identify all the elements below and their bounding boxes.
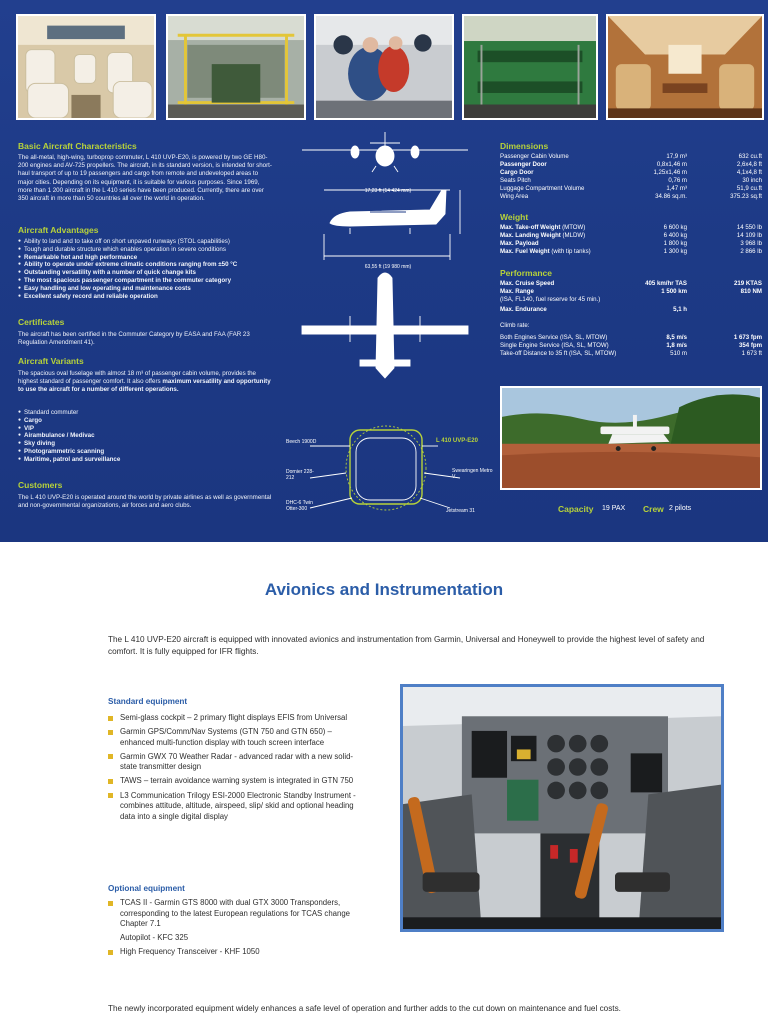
cockpit-photo <box>400 684 724 932</box>
list-item: ● Ability to operate under extreme climatic conditions ranging from ±50 °C <box>18 261 237 269</box>
standard-equipment-list <box>108 713 358 826</box>
list-item: ● Remarkable hot and high performance <box>18 254 237 262</box>
table-row: Both Engines Service (ISA, SL, MTOW) 8,5 m/s 1 673 fpm <box>500 334 762 341</box>
length-label: 63,55 ft (19 980 mm) <box>364 264 412 270</box>
list-item: Garmin GPS/Comm/Nav Systems (GTN 750 and GTN 650) – enhanced multi-function display with touch screen interface <box>108 727 358 748</box>
table-row: Luggage Compartment Volume 1,47 m³ 51,9 cu.ft <box>500 185 762 192</box>
climb-rate-label: Climb rate: <box>500 322 530 329</box>
cross-label-dornier: Dornier 228-212 <box>286 469 314 481</box>
list-item: Autopilot - KFC 325 <box>120 933 189 943</box>
optional-equipment-heading: Optional equipment <box>108 884 185 893</box>
optional-equipment-list <box>108 898 358 961</box>
list-item: ● Outstanding versatility with a number of quick change kits <box>18 269 237 277</box>
variants-text-b: maximum versatility and opportunity to use the aircraft for a number of different operations. <box>18 378 271 394</box>
list-item: ● Sky diving <box>18 440 120 448</box>
performance-heading: Performance <box>500 268 552 278</box>
table-row: Max. Cruise Speed 405 km/hr TAS 219 KTAS <box>500 280 762 287</box>
table-row: Seats Pitch 0,76 m 30 inch <box>500 177 762 184</box>
variants-text-a: The spacious oval fuselage with almost 18 m³ of passenger cabin volume, provides the highest standard of passenger comfort. It also offers <box>18 370 257 386</box>
list-item: ● Cargo <box>18 417 120 425</box>
list-item: ● Excellent safety record and reliable operation <box>18 293 237 301</box>
list-item: L3 Communication Trilogy ESI-2000 Electronic Standby Instrument - combines attitude, altitude, airspeed, slip/ skid and optional heading data into a single digital display <box>108 791 358 823</box>
dimensions-heading: Dimensions <box>500 141 549 151</box>
crew-value: 2 pilots <box>669 505 692 512</box>
list-item: High Frequency Transceiver - KHF 1050 <box>108 947 358 958</box>
cargo-cabin-photo <box>166 14 306 120</box>
list-item: TAWS – terrain avoidance warning system is integrated in GTN 750 <box>108 776 358 787</box>
passenger-cabin-photo <box>16 14 156 120</box>
table-row: Cargo Door 1,25x1,46 m 4,1x4,8 ft <box>500 169 762 176</box>
table-row: Single Engine Service (ISA, SL, MTOW) 1,8 m/s 354 fpm <box>500 342 762 349</box>
wing-span-label: 17,23 ft (14 424 mm) <box>364 188 412 194</box>
table-row: Max. Take-off Weight (MTOW) 6 600 kg 14 550 lb <box>500 224 762 231</box>
basic-text: The all-metal, high-wing, turboprop commuter, L 410 UVP-E20, is powered by two GE H80-200 engines and AV-725 propellers. The aircraft, in its standard version, is intended for short-haul transport of up to 19 passengers and cargo from remote and undeveloped areas to major cities. Depending on its equipment, it is suitable for various purposes. Since 1969, more than 1 200 aircraft in the L 410 series have been produced. Currently, there are over 350 aircraft in more than 50 countries all over the world in operation. <box>18 154 272 203</box>
list-item: ● Easy handling and low operating and maintenance costs <box>18 285 237 293</box>
certificates-text: The aircraft has been certified in the Commuter Category by EASA and FAA (FAR 23 Regulation Amendment 41). <box>18 331 250 347</box>
customers-heading: Customers <box>18 480 63 490</box>
table-row: Take-off Distance to 35 ft (ISA, SL, MTOW) 510 m 1 673 ft <box>500 350 762 357</box>
customers-text: The L 410 UVP-E20 is operated around the world by private airlines as well as governmental and non-governmental organizations, air forces and aero clubs. <box>18 494 272 510</box>
table-row: Passenger Cabin Volume 17,9 m³ 632 cu.ft <box>500 153 762 160</box>
list-item: ● Airambulance / Medivac <box>18 432 120 440</box>
stretcher-cabin-photo <box>462 14 598 120</box>
capacity-value: 19 PAX <box>602 505 626 512</box>
list-item: ● Maritime, patrol and surveillance <box>18 456 120 464</box>
list-item: ● The most spacious passenger compartment in the commuter category <box>18 277 237 285</box>
table-row: (ISA, FL140, fuel reserve for 45 min.) <box>500 296 601 303</box>
cross-label-l410: L 410 UVP-E20 <box>436 438 478 444</box>
crew-label: Crew <box>643 504 664 514</box>
aircraft-diagrams <box>286 128 495 518</box>
list-item: TCAS II - Garmin GTS 8000 with dual GTX 3000 Transponders, corresponding to the latest European regulations for TCAS change Chapter 7.1 <box>108 898 358 930</box>
avionics-title: Avionics and Instrumentation <box>264 580 504 599</box>
basic-heading: Basic Aircraft Characteristics <box>18 141 137 151</box>
list-item: ● Ability to land and to take off on short unpaved runways (STOL capabilities) <box>18 238 237 246</box>
certificates-heading: Certificates <box>18 317 65 327</box>
list-item: Garmin GWX 70 Weather Radar - advanced radar with a new solid-state transmitter design <box>108 752 358 773</box>
variants-list <box>18 409 120 464</box>
vip-cabin-photo <box>606 14 764 120</box>
cross-label-jetstream: Jetstream 31 <box>446 508 475 514</box>
avionics-intro: The L 410 UVP-E20 aircraft is equipped with innovated avionics and instrumentation from Garmin, Universal and Honeywell to provide the highest level of safety and comfort. It is fully equipped for IFR flights. <box>108 635 705 656</box>
table-row: Max. Payload 1 800 kg 3 968 lb <box>500 240 762 247</box>
variants-text <box>18 370 272 395</box>
weight-heading: Weight <box>500 212 529 222</box>
advantages-heading: Aircraft Advantages <box>18 225 99 235</box>
cross-label-dhc: DHC-6 Twin Otter-300 <box>286 500 313 512</box>
advantages-list <box>18 238 237 300</box>
table-row: Max. Range 1 500 km 810 NM <box>500 288 762 295</box>
cabin-photo-strip <box>16 14 764 120</box>
list-item: ● Tough and durable structure which enables operation in severe conditions <box>18 246 237 254</box>
cross-label-beech: Beech 1900D <box>286 439 317 445</box>
table-row: Wing Area 34.86 sq.m. 375.23 sq.ft <box>500 193 762 200</box>
table-row: Max. Fuel Weight (with tip tanks) 1 300 kg 2 866 lb <box>500 248 762 255</box>
table-row: Max. Endurance 5,1 h <box>500 306 687 313</box>
variants-heading: Aircraft Variants <box>18 356 84 366</box>
table-row: Passenger Door 0,8x1,46 m 2,6x4,8 ft <box>500 161 762 168</box>
medivac-cabin-photo <box>314 14 454 120</box>
list-item: ● Photogrammetric scanning <box>18 448 120 456</box>
table-row: Max. Landing Weight (MLDW) 6 400 kg 14 109 lb <box>500 232 762 239</box>
avionics-footer: The newly incorporated equipment widely enhances a safe level of operation and further adds to the cut down on maintenance and fuel costs. <box>108 1004 621 1013</box>
standard-equipment-heading: Standard equipment <box>108 697 188 706</box>
cross-label-swearingen: Swearingen Metro V <box>452 468 493 480</box>
aircraft-runway-photo <box>500 386 762 490</box>
capacity-label: Capacity <box>558 504 594 514</box>
list-item: ● VIP <box>18 425 120 433</box>
list-item: Semi-glass cockpit – 2 primary flight displays EFIS from Universal <box>108 713 358 724</box>
list-item: ● Standard commuter <box>18 409 120 417</box>
